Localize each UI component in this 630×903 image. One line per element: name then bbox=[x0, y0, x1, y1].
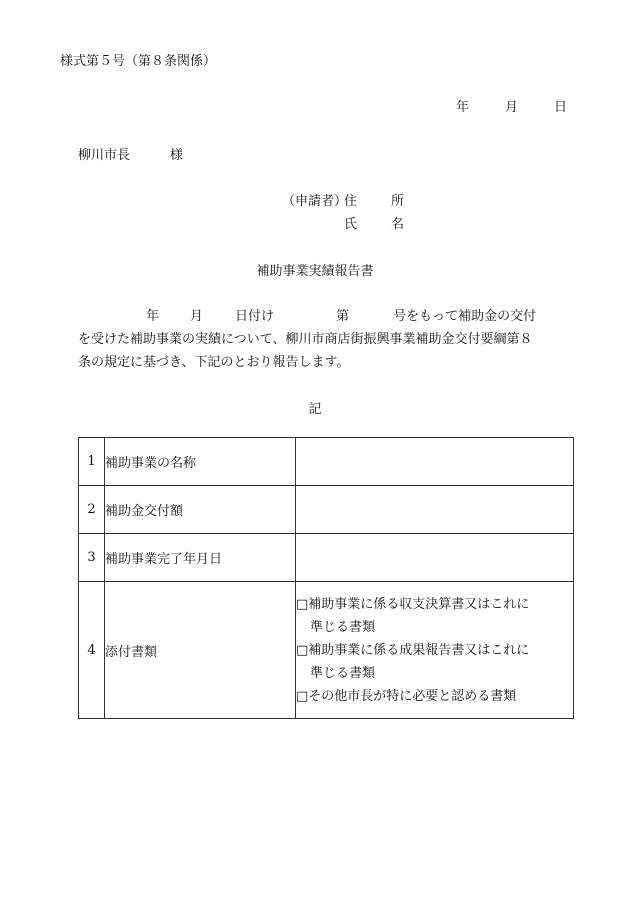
attachment-item-2-line2: 準じる書類 bbox=[310, 665, 376, 681]
grant-amount-field[interactable] bbox=[296, 486, 574, 534]
body-date: 日付け bbox=[235, 309, 275, 324]
table-row bbox=[79, 438, 574, 486]
table-row bbox=[79, 486, 574, 534]
addressee bbox=[78, 144, 183, 163]
attachment-item-1-line2: 準じる書類 bbox=[310, 619, 376, 635]
row-number: 3 bbox=[79, 534, 105, 582]
applicant-label: （申請者） bbox=[282, 194, 348, 209]
document-title: 補助事業実績報告書 bbox=[256, 264, 374, 279]
ki-heading: 記 bbox=[308, 402, 322, 417]
date-year: 年 bbox=[456, 100, 470, 115]
attachment-item-2-cont bbox=[296, 662, 573, 685]
form-number: 様式第５号（第８条関係） bbox=[60, 54, 217, 69]
body-line-3: 条の規定に基づき、下記のとおり報告します。 bbox=[78, 355, 350, 370]
body-paragraph bbox=[78, 305, 573, 374]
date-month: 月 bbox=[505, 100, 519, 115]
name-label-char-2: 名 bbox=[391, 217, 405, 232]
row-number: 1 bbox=[79, 438, 105, 486]
applicant-name-label bbox=[344, 213, 404, 232]
table-row bbox=[79, 582, 574, 719]
project-name-field[interactable] bbox=[296, 438, 574, 486]
row-number: 4 bbox=[79, 582, 105, 719]
attachment-item-2[interactable]: □補助事業に係る成果報告書又はこれに bbox=[296, 642, 530, 658]
date-day: 日 bbox=[554, 100, 568, 115]
address-label-char-1: 住 bbox=[344, 194, 358, 209]
body-month: 月 bbox=[190, 309, 204, 324]
completion-date-field[interactable] bbox=[296, 534, 574, 582]
addressee-honorific: 様 bbox=[170, 148, 184, 163]
row-label: 補助事業の名称 bbox=[105, 438, 296, 486]
attachment-item-1[interactable]: □補助事業に係る収支決算書又はこれに bbox=[296, 596, 530, 612]
row-number: 2 bbox=[79, 486, 105, 534]
applicant-address-label bbox=[344, 190, 404, 209]
address-label-char-2: 所 bbox=[391, 194, 405, 209]
report-table bbox=[78, 437, 574, 719]
attachment-item-1-cont bbox=[296, 616, 573, 639]
name-label-char-1: 氏 bbox=[344, 217, 358, 232]
addressee-name: 柳川市長 bbox=[78, 148, 131, 163]
body-line-2: を受けた補助事業の実績について、柳川市商店街振興事業補助金交付要綱第８ bbox=[78, 332, 533, 347]
body-year: 年 bbox=[146, 309, 160, 324]
attachment-item-3[interactable]: □その他市長が特に必要と認める書類 bbox=[296, 688, 517, 704]
date-line bbox=[456, 96, 567, 115]
attachments-cell bbox=[296, 582, 574, 719]
body-line-1 bbox=[78, 305, 573, 328]
body-dai: 第 bbox=[336, 309, 350, 324]
table-row bbox=[79, 534, 574, 582]
row-label: 補助金交付額 bbox=[105, 486, 296, 534]
row-label: 補助事業完了年月日 bbox=[105, 534, 296, 582]
row-label: 添付書類 bbox=[105, 582, 296, 719]
body-line1-tail: 号をもって補助金の交付 bbox=[393, 309, 537, 324]
